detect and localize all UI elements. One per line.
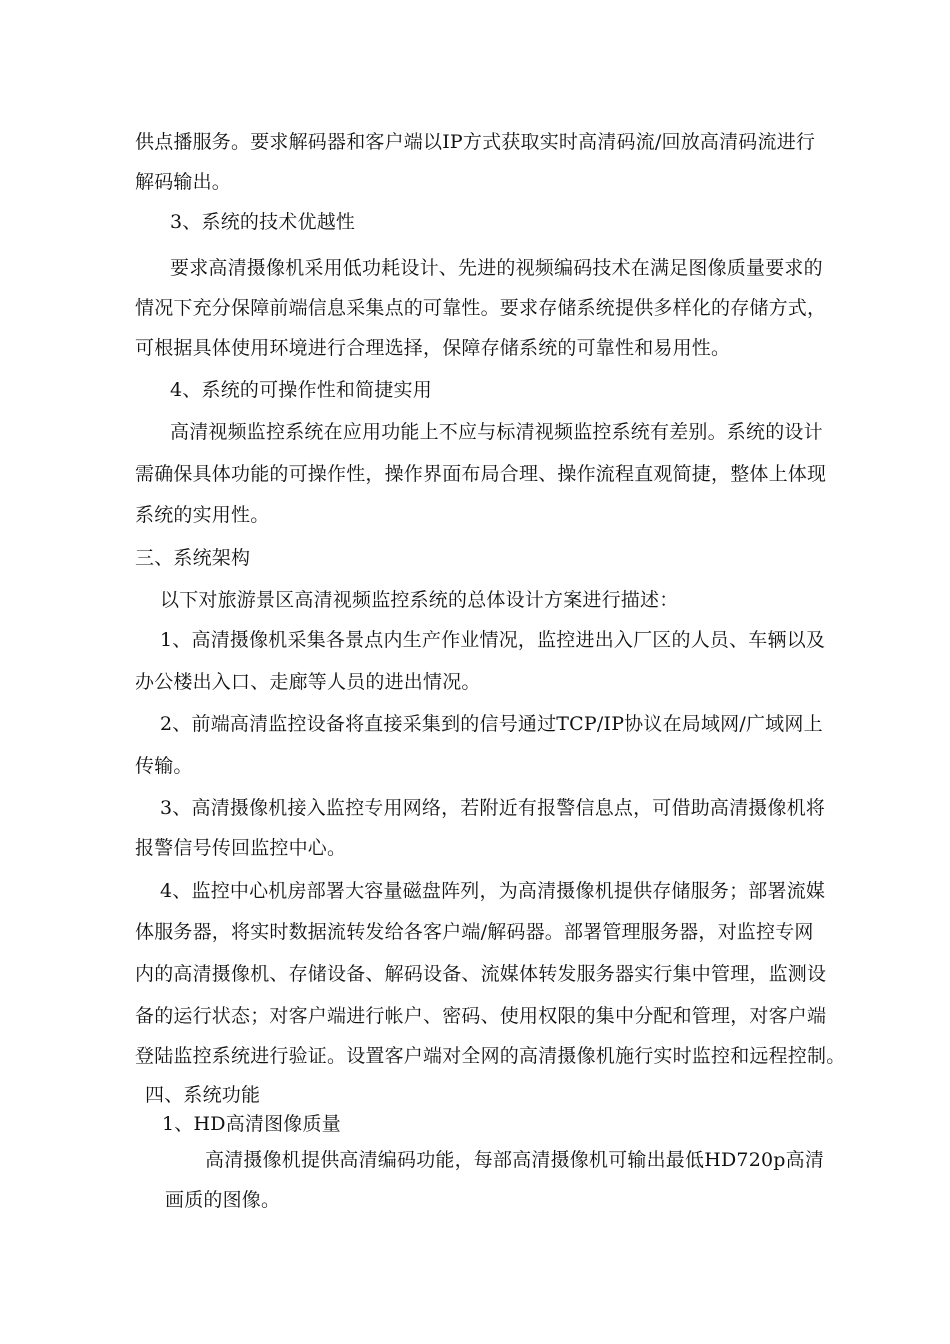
section-heading: 3、系统的技术优越性 [170,211,356,233]
list-item-line: 内的高清摄像机、存储设备、解码设备、流媒体转发服务器实行集中管理，监测设 [135,963,827,985]
paragraph-line: 画质的图像。 [165,1189,281,1211]
list-item-line: 1、高清摄像机采集各景点内生产作业情况，监控进出入厂区的人员、车辆以及 [160,629,826,651]
list-item-line: 3、高清摄像机接入监控专用网络，若附近有报警信息点，可借助高清摄像机将 [160,797,826,819]
list-item-line: 2、前端高清监控设备将直接采集到的信号通过TCP/IP协议在局域网/广域网上 [160,713,823,735]
paragraph-line: 情况下充分保障前端信息采集点的可靠性。要求存储系统提供多样化的存储方式， [135,297,827,319]
list-item-line: 传输。 [135,755,193,777]
section-heading: 1、HD高清图像质量 [162,1113,341,1135]
paragraph-line: 以下对旅游景区高清视频监控系统的总体设计方案进行描述： [160,589,679,611]
list-item-line: 备的运行状态；对客户端进行帐户、密码、使用权限的集中分配和管理，对客户端 [135,1005,827,1027]
paragraph-line: 高清视频监控系统在应用功能上不应与标清视频监控系统有差别。系统的设计 [170,421,823,443]
section-heading: 4、系统的可操作性和简捷实用 [170,379,432,401]
paragraph-line: 高清摄像机提供高清编码功能，每部高清摄像机可输出最低HD720p高清 [205,1149,825,1171]
list-item-line: 报警信号传回监控中心。 [135,837,347,859]
paragraph-line: 需确保具体功能的可操作性，操作界面布局合理、操作流程直观简捷，整体上体现 [135,463,827,485]
paragraph-line: 要求高清摄像机采用低功耗设计、先进的视频编码技术在满足图像质量要求的 [170,257,823,279]
paragraph-line: 可根据具体使用环境进行合理选择，保障存储系统的可靠性和易用性。 [135,337,731,359]
list-item-line: 体服务器，将实时数据流转发给各客户端/解码器。部署管理服务器，对监控专网 [135,921,814,943]
list-item-line: 4、监控中心机房部署大容量磁盘阵列，为高清摄像机提供存储服务；部署流媒 [160,880,826,902]
paragraph-line: 供点播服务。要求解码器和客户端以IP方式获取实时高清码流/回放高清码流进行 [135,131,816,153]
list-item-line: 登陆监控系统进行验证。设置客户端对全网的高清摄像机施行实时监控和远程控制。 [135,1045,846,1067]
chapter-heading: 四、系统功能 [145,1084,261,1106]
list-item-line: 办公楼出入口、走廊等人员的进出情况。 [135,671,481,693]
chapter-heading: 三、系统架构 [135,547,251,569]
paragraph-line: 系统的实用性。 [135,504,270,526]
paragraph-line: 解码输出。 [135,171,232,193]
